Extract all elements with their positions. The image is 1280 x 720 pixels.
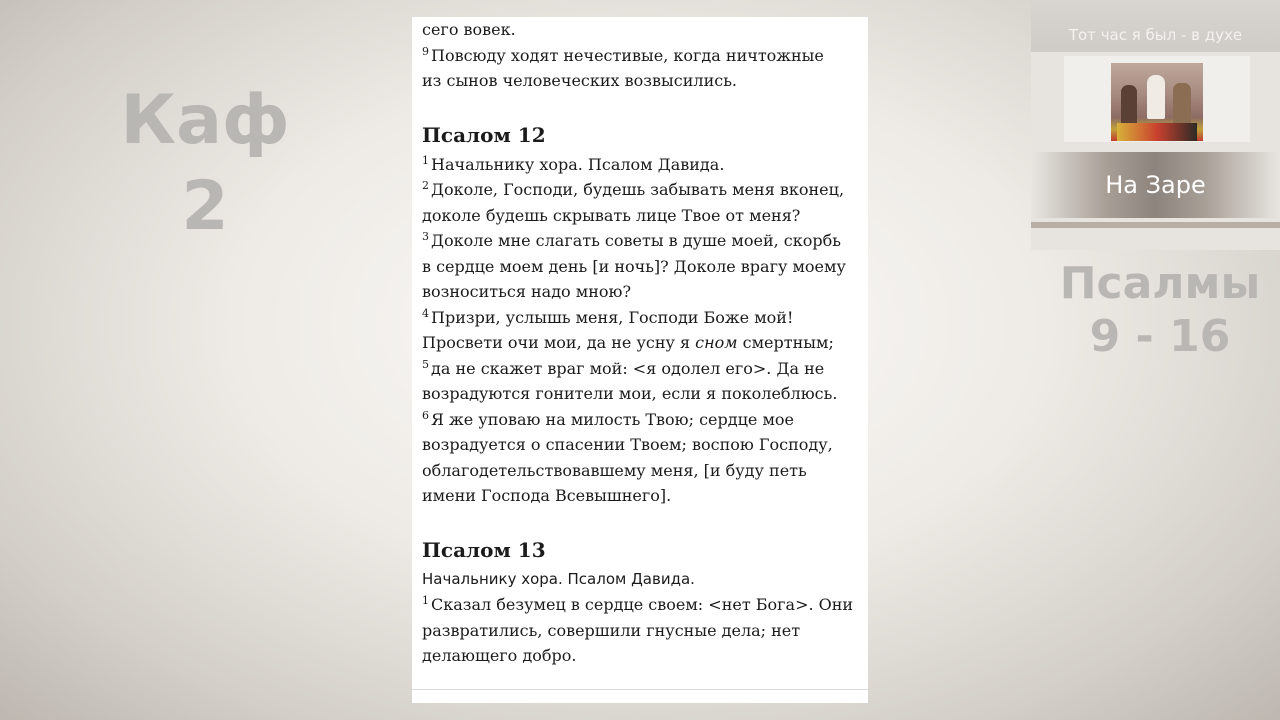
- right-title-line2: 9 - 16: [1089, 310, 1231, 362]
- verse-text: Доколе мне слагать советы в душе моей, скорбь: [431, 231, 841, 250]
- verse-italic-word: сном: [695, 333, 738, 352]
- verse-text: имени Господа Всевышнего].: [422, 486, 672, 505]
- verse-text: смертным;: [737, 333, 834, 352]
- scripture-page: [412, 17, 868, 703]
- verse-text: да не скажет враг мой: <я одолел его>. Да не: [431, 358, 825, 378]
- verse-text: возрадуется о спасении Твоем; воспою Господу,: [422, 435, 833, 454]
- figure-shape: [1121, 85, 1137, 125]
- verse-text: возрадуются гонители мои, если я поколеблюсь.: [422, 384, 838, 403]
- verse-text: в сердце моем день [и ночь]? Доколе врагу моему: [422, 256, 846, 276]
- verse-number: 9: [422, 44, 429, 58]
- verse-text: Я же уповаю на милость Твою; сердце мое: [431, 409, 794, 429]
- figure-shape: [1147, 75, 1165, 119]
- verse-number: 3: [422, 230, 429, 243]
- psalm-12-verse-5: [422, 356, 858, 407]
- painting-thumbnail[interactable]: [1111, 63, 1203, 141]
- verse-number: 1: [422, 594, 429, 607]
- psalm-12-heading: Псалом 12: [422, 122, 546, 147]
- page-bottom-divider: [412, 689, 868, 690]
- verse-text: возноситься надо мною?: [422, 282, 632, 301]
- verse-text: Доколе, Господи, будешь забывать меня вконец,: [431, 180, 845, 199]
- verse-text: из сынов человеческих возвысились.: [422, 71, 737, 90]
- verse-9: [422, 43, 858, 94]
- right-title-line1: Псалмы: [1059, 258, 1261, 309]
- left-overlay-title: [115, 80, 295, 247]
- verse-text: облагодетельствовавшему меня, [и буду петь: [422, 460, 807, 480]
- psalm-12-verse-4: [422, 305, 858, 356]
- verse-number: 4: [422, 306, 429, 320]
- psalm-12-verse-3: [422, 228, 858, 305]
- verse-text: доколе будешь скрывать лице Твое от меня?: [422, 205, 801, 225]
- cloth-shape: [1117, 123, 1197, 141]
- psalm-12-verse-2: [422, 177, 858, 228]
- left-title-line2: 2: [181, 166, 229, 246]
- figure-shape: [1173, 83, 1191, 127]
- video-caption: Тот час я был - в духе: [1068, 26, 1243, 44]
- psalm-12-verse-6: [422, 407, 858, 509]
- right-overlay-title: [1040, 258, 1280, 364]
- video-preview-card[interactable]: [1031, 0, 1280, 250]
- verse-number: 2: [422, 179, 429, 192]
- verse-number: 5: [422, 357, 429, 371]
- verse-text: Призри, услышь меня, Господи Боже мой!: [431, 307, 794, 327]
- verse-number: 6: [422, 408, 429, 422]
- verse-text: делающего добро.: [422, 646, 577, 665]
- verse-text: развратились, совершили гнусные дела; нет: [422, 620, 801, 640]
- psalm-13-heading: Псалом 13: [422, 537, 546, 562]
- verse-text: Просвети очи мои, да не усну я: [422, 333, 696, 352]
- verse-text: Начальнику хора. Псалом Давида.: [431, 154, 725, 174]
- channel-name[interactable]: На Заре: [1105, 171, 1206, 199]
- verse-number: 1: [422, 153, 429, 167]
- verse-text: Сказал безумец в сердце своем: <нет Бога>. Они: [431, 595, 854, 614]
- psalm-13-intro: Начальнику хора. Псалом Давида.: [422, 569, 695, 588]
- left-title-line1: Каф: [120, 81, 290, 160]
- divider-line: [1031, 222, 1280, 228]
- top-fragment: сего вовек.: [422, 20, 516, 39]
- psalm-12-verse-1: [422, 152, 858, 178]
- verse-text: Повсюду ходят нечестивые, когда ничтожные: [431, 45, 824, 65]
- psalm-13-verse-1: [422, 592, 858, 669]
- scripture-content: [412, 17, 868, 669]
